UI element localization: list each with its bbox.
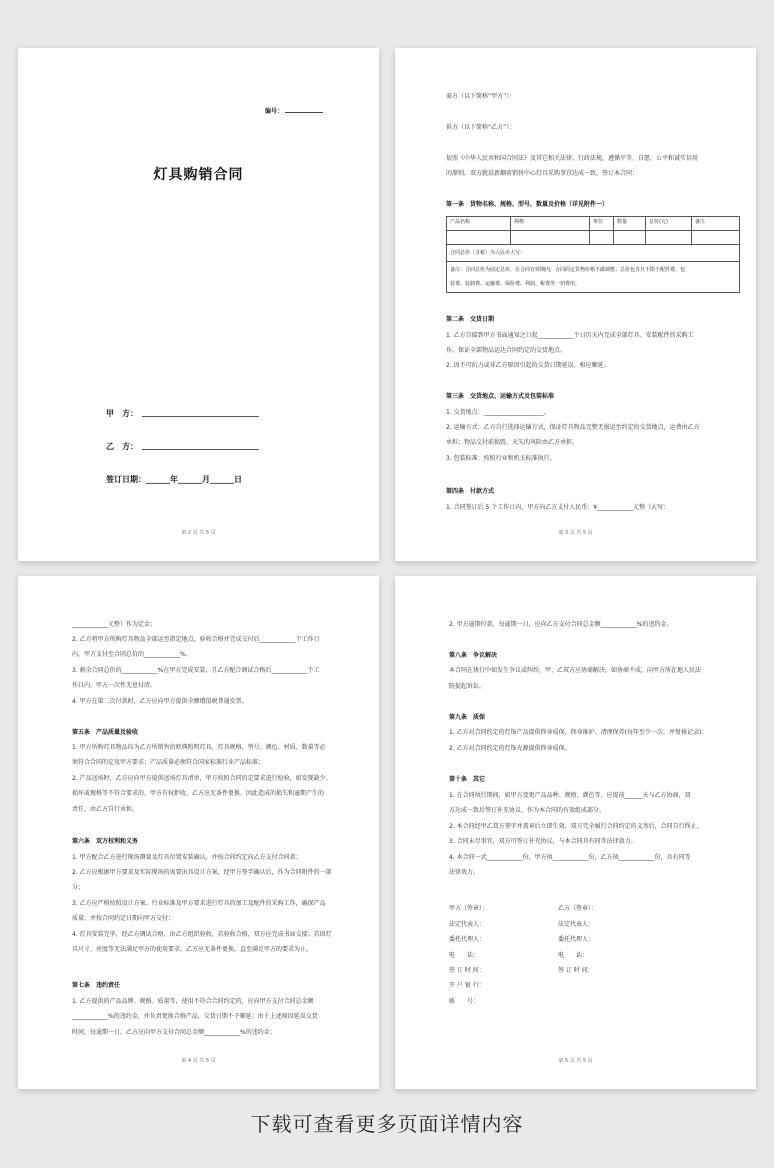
- paragraph-line: ____________%的违约金，并负责更换合格产品，交货日期不予顺延；由于上述原因延误交货: [72, 1013, 318, 1020]
- paragraph-line: ____________元整）作为定金；: [72, 621, 157, 628]
- article-heading: 第二条 交货日期: [446, 316, 495, 323]
- page-number: 第 2 页 共 5 页: [181, 530, 216, 536]
- contract-number-line: [285, 112, 323, 113]
- paragraph-line: 供方（以下简称“乙方”）：: [446, 124, 516, 131]
- paragraph-line: 损坏或规格等不符合要求的，甲方有权拒收，乙方应无条件更换，因此造成的损失和逾期产生的: [72, 790, 325, 797]
- paragraph-line: 3. 包装标准：按照行业和机关标准执行。: [446, 455, 556, 462]
- paragraph-line: 1. 乙方自接到甲方书面通知之日起____________个日历天内完成全部灯具、安装配件的采购工: [446, 332, 694, 339]
- contract-page-3: [18, 576, 379, 1089]
- party-a-line: [142, 416, 259, 417]
- paragraph-line: 2. 因不可抗力或非乙方原因引起的交货日期延误，相应顺延。: [446, 362, 610, 369]
- paragraph-line: 1. 甲方配合乙方进行现场测量及灯具位置安装确认，并按合同约定向乙方支付合同款；: [72, 854, 302, 861]
- article-heading: 第十条 其它: [449, 776, 486, 783]
- table-cell: [511, 231, 590, 244]
- party-b-line: [142, 449, 259, 450]
- table-note: [447, 262, 739, 292]
- paragraph-line: 1. 交货地点：____________________。: [446, 409, 550, 416]
- paragraph-line: 需方（以下简称“甲方”）：: [446, 93, 516, 100]
- paragraph-line: 1. 在合同执行期间，如甲方变更产品品种、规格、颜色等，应提前______天与乙方协商，双: [449, 792, 691, 799]
- table-cell: [447, 231, 511, 244]
- signature-field: 签 订 时 间：: [558, 967, 594, 974]
- article-heading: 第一条 货物名称、规格、型号、数量及价格（详见附件一）: [446, 201, 609, 208]
- paragraph-line: 3. 合同未尽事宜，双方可签订补充协议，与本合同具有同等法律效力。: [449, 838, 637, 845]
- paragraph-line: 3. 乙方应严格按照设计方案、行业标准及甲方要求进行灯具的加工及配件的采购工作，确保产品: [72, 900, 326, 907]
- table-header: 数量: [614, 217, 646, 230]
- paragraph-line: 内，甲方支付至合同总价的____________%。: [72, 651, 192, 658]
- paragraph-line: 作，保证全部物品运达合同约定的交货地点。: [446, 347, 567, 354]
- table-total: 合同总价（含税）为人民币大写：: [450, 250, 526, 256]
- paragraph-line: 2. 乙方应根据甲方要求及实际现场的需要出具设计方案，经甲方签字确认后，作为合同附件的一部: [72, 869, 332, 876]
- paragraph-line: 本合同在执行中如发生争议或纠纷，甲、乙双方应协商解决，如协商不成，向甲方所在地人民法: [449, 667, 702, 674]
- table-row: [447, 262, 739, 292]
- paragraph-line: 2. 乙方对合同约定的灯饰光源提供终身质保。: [449, 745, 571, 752]
- table-header: 规格: [511, 217, 590, 230]
- party-b-label: 乙 方：: [106, 442, 138, 451]
- paragraph-line: 承担；物品交付前损毁、灭失的风险由乙方承担。: [446, 439, 579, 446]
- page-number: 第 5 页 共 5 页: [558, 1058, 593, 1064]
- signature-field: 帐 号：: [449, 998, 480, 1005]
- paragraph-line: 法律效力。: [449, 869, 480, 876]
- signature-field: 签 订 时 间：: [449, 967, 485, 974]
- signature-field: 甲方（签章）：: [449, 905, 489, 912]
- signature-field: 电 话：: [558, 952, 589, 959]
- article-heading: 第七条 违约责任: [72, 982, 121, 989]
- paragraph-line: 质量，并按合同约定日期向甲方交付；: [72, 915, 175, 922]
- contract-page-cover: [18, 48, 379, 561]
- paragraph-line: 2. 本合同经甲乙双方签字并盖章后立即生效，双方完全履行合同约定的义务后，合同自行终止。: [449, 823, 703, 830]
- signature-field: 法定代表人：: [558, 921, 595, 928]
- paragraph-line: 依照《中华人民共和国合同法》及其它相关法律、行政法规，遵循平等、自愿、公平和诚实信用: [446, 155, 699, 162]
- signature-field: 委托代理人：: [558, 936, 595, 943]
- sign-date-label: 签订日期：______年______月______日: [106, 475, 242, 484]
- article-heading: 第八条 争议解决: [449, 652, 498, 659]
- contract-number-label: 编号：: [264, 108, 283, 115]
- table-header: 单位: [590, 217, 614, 230]
- article-heading: 第九条 质保: [449, 714, 486, 721]
- page-number: 第 4 页 共 5 页: [181, 1058, 216, 1064]
- contract-page-4: [395, 576, 756, 1089]
- paragraph-line: 4. 本合同一式____________份，甲方执____________份，乙方执____________份，具有同等: [449, 854, 691, 861]
- paragraph-line: 2. 乙方将甲方所购灯具物品全部运至指定地点，验收合格并完成交付后____________个工作日: [72, 636, 320, 643]
- contract-page-2: [395, 48, 756, 561]
- paragraph-line: 院提起诉讼。: [449, 683, 486, 690]
- table-cell: [692, 231, 739, 244]
- signature-field: 乙方（签章）：: [558, 905, 598, 912]
- paragraph-line: 方达成一致后签订补充协议，作为本合同的有效组成部分。: [449, 807, 606, 814]
- table-cell: [590, 231, 614, 244]
- paragraph-line: 1. 乙方对合同约定的灯饰产品提供终身质保，终身维护、清理保养(每年至少一次，并复核记录)；: [449, 729, 708, 736]
- signature-field: 委托代理人：: [449, 936, 486, 943]
- document-title: 灯具购销合同: [153, 167, 244, 183]
- signature-field: 法定代表人：: [449, 921, 486, 928]
- paragraph-line: 2. 运输方式：乙方自行选择运输方式，保证灯具物品完整无损运至约定的交货地点，运费由乙方: [446, 424, 700, 431]
- paragraph-line: 1. 甲方所购灯具物品均为乙方所销售的欧典照明灯具，灯具规格、型号、颜色、材质、数量等必: [72, 744, 326, 751]
- table-header: 产品名称: [447, 217, 511, 230]
- table-note-line: 装费、装卸费、运输费、保险费、利润、税费等一切费用。: [450, 281, 581, 287]
- table-cell: [646, 231, 692, 244]
- paragraph-line: 3. 剩余合同总价的____________%在甲方完成安装，且乙方配合调试合格后____________个工: [72, 667, 320, 674]
- download-caption: 下载可查看更多页面详情内容: [250, 1112, 524, 1136]
- table-row: [447, 245, 739, 262]
- table-header-row: [447, 217, 739, 231]
- paragraph-line: 具尺寸、亮度等无法满足甲方的使用要求，乙方应无条件更换，直至满足甲方的要求为止。: [72, 946, 313, 953]
- paragraph-line: 2. 甲方逾期付款，每逾期一日，应向乙方支付合同总金额____________%的违约金。: [449, 621, 673, 628]
- paragraph-line: 的原则，双方就晨新翻荷销售中心灯具采购事宜达成一致，签订本合同：: [446, 170, 639, 177]
- table-header: 备注: [695, 219, 706, 225]
- table-header: 总价(元): [646, 217, 692, 230]
- table-row: [447, 231, 739, 245]
- article-heading: 第四条 付款方式: [446, 488, 495, 495]
- paragraph-line: 4. 灯具安装完毕，经乙方调试合格，由乙方组织验收，若验收合格，双方应完成书面交接；若因灯: [72, 931, 332, 938]
- paragraph-line: 4. 甲方在第二次付款时，乙方应向甲方提供全额增值税普通发票。: [72, 698, 248, 705]
- paragraph-line: 2. 产品送场时，乙方应向甲方提供送场灯具清单，甲方按照合同的定要求进行检验，如发现缺少、: [72, 775, 332, 782]
- paragraph-line: 分；: [72, 884, 85, 891]
- table-note-line: 备注：合同总价为固定总价，在合同有效期内，合同的定货物价格不做调整；总价包含且不限于配件费、包: [450, 267, 686, 273]
- signature-field: 开 户 银 行：: [449, 982, 485, 989]
- article-heading: 第三条 交货地点、运输方式及包装标准: [446, 393, 555, 400]
- article-heading: 第五条 产品质量及验收: [72, 729, 139, 736]
- signature-field: 电 话：: [449, 952, 480, 959]
- paragraph-line: 须符合合同的定及甲方要求；产品质量必须符合国家标准行业产品标准；: [72, 759, 265, 766]
- paragraph-line: 责任，由乙方自行承担。: [72, 806, 139, 813]
- page-number: 第 3 页 共 5 页: [558, 530, 593, 536]
- goods-table: [446, 216, 740, 293]
- paragraph-line: 1. 合同签订后 5 个工作日内，甲方向乙方支付人民币：¥____________元整（大写：: [446, 504, 670, 511]
- paragraph-line: 1. 乙方提供的产品品牌、规格、质量等，使用不符合合同约定的，应向甲方支付合同总金额: [72, 998, 314, 1005]
- article-heading: 第六条 双方权利和义务: [72, 838, 139, 845]
- paragraph-line: 作日内，甲方一次性无息付清。: [72, 682, 157, 689]
- paragraph-line: 时间，每逾期一日，乙方应向甲方支付合同总金额____________%的违约金；: [72, 1029, 276, 1036]
- party-a-label: 甲 方：: [106, 409, 138, 418]
- table-cell: [614, 231, 646, 244]
